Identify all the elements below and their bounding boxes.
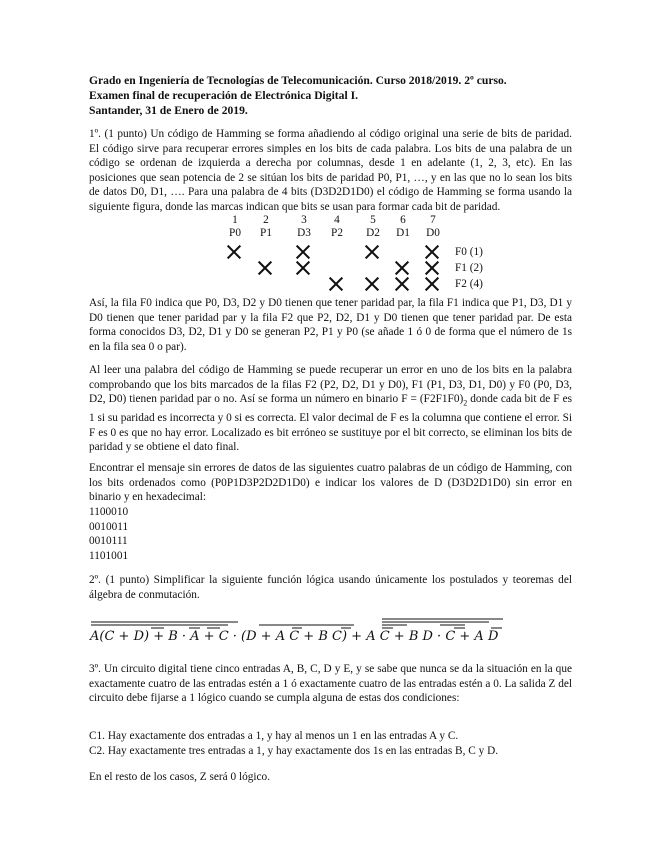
- svg-text:A(C + D) + B · A + C · (D + A: A(C + D) + B · A + C · (D + A C + B C) + A C + B D · C + A D: [90, 629, 499, 644]
- parity-mark-icon: [296, 261, 310, 275]
- parity-mark-icon: [365, 277, 379, 291]
- hamming-words: [89, 505, 128, 563]
- q3-condition-1: C1. Hay exactamente dos entradas a 1, y hay al menos un 1 en las entradas A y C.: [89, 730, 459, 742]
- bit-position-label: 6: [400, 214, 406, 226]
- q3-condition-2: C2. Hay exactamente tres entradas a 1, y hay exactamente dos 1s en las entradas B, C y D.: [89, 745, 499, 757]
- bit-position-label: 7: [430, 214, 436, 226]
- q1-intro: 1º. (1 punto) Un código de Hamming se forma añadiendo al código original una serie de bits de paridad. El código sirve para recuperar errores simples en los bits de cada palabra. Los bits de una palabra de un código se ordenan de izquierda a derecha por columnas, desde 1 en adelante (1, 2, 3, etc). En las posiciones que sean potencia de 2 se sitúan los bits de paridad P0, P1, …, y en las que no lo sean los bits de datos D0, D1, …. Para una palabra de 4 bits (D3D2D1D0) el código de Hamming se forma usando la siguiente figura, donde las marcas indican que bits se usan para formar cada bit de paridad.: [89, 128, 572, 213]
- q1-task: Encontrar el mensaje sin errores de datos de las siguientes cuatro palabras de un código de Hamming, con los bits ordenados como (P0P1D3P2D2D1D0) e indicar los valores de D (D3D2D1D0) sin error en binario y en hexadecimal:: [89, 462, 572, 504]
- bit-name-label: D0: [426, 227, 440, 239]
- bit-position-label: 5: [370, 214, 376, 226]
- parity-mark-icon: [395, 277, 409, 291]
- parity-mark-icon: [329, 277, 343, 291]
- hamming-word: 1101001: [89, 549, 129, 562]
- hamming-word: 1100010: [89, 506, 129, 518]
- boolean-expression: [89, 612, 569, 652]
- hamming-word: 0010111: [89, 535, 128, 548]
- parity-mark-icon: [425, 277, 439, 291]
- parity-mark-icon: [425, 245, 439, 259]
- q1-explain-2a: Al leer una palabra del código de Hamming se puede recuperar un error en uno de los bits en la palabra comprobando que los bits marcados de la filas F2 (P2, D2, D1 y D0), F1 (P1, D3, D1, D0) y F0 (P0, D3, D2, D0) tienen paridad par o no. Así se forma un número en binario F = (F2F1F0): [89, 364, 572, 406]
- bit-name-label: P2: [331, 227, 343, 239]
- bit-position-label: 3: [301, 214, 307, 226]
- hamming-table: [224, 214, 514, 294]
- q2-text: 2º. (1 punto) Simplificar la siguiente función lógica usando únicamente los postulados y teoremas del álgebra de conmutación.: [89, 574, 572, 601]
- bit-position-label: 1: [232, 214, 238, 226]
- header-date: Santander, 31 de Enero de 2019.: [89, 104, 248, 117]
- parity-row-label: F2 (4): [455, 278, 483, 290]
- parity-mark-icon: [258, 261, 272, 275]
- hamming-word: 0010011: [89, 520, 129, 533]
- bit-name-label: P0: [229, 227, 241, 239]
- header-course: Grado en Ingeniería de Tecnologías de Telecomunicación. Curso 2018/2019. 2º curso.: [89, 74, 507, 87]
- parity-row-label: F0 (1): [455, 246, 483, 258]
- q1-explain-2b: donde cada bit de F es 1 si su paridad es incorrecta y 0 si es correcta. El valor decimal de F es la columna que contiene el error. Si F es 0 es que no hay error. Localizado es bit erróneo se sustituye por el bit correcto, se eliminan los bits de paridad y se obtiene el dato final.: [89, 393, 572, 454]
- parity-mark-icon: [395, 261, 409, 275]
- header-exam: Examen final de recuperación de Electrónica Digital I.: [89, 89, 358, 102]
- parity-mark-icon: [425, 261, 439, 275]
- parity-mark-icon: [227, 245, 241, 259]
- bit-name-label: D3: [297, 227, 311, 239]
- negation-bars: [91, 619, 503, 628]
- q1-explain-2-subscript: 2: [463, 398, 468, 408]
- parity-mark-icon: [296, 245, 310, 259]
- boolean-expression-svg: [89, 612, 569, 652]
- bit-name-label: D2: [366, 227, 380, 239]
- q1-explain-1: Así, la fila F0 indica que P0, D3, D2 y D0 tienen que tener paridad par, la fila F1 indica que P1, D3, D1 y D0 tienen que tener paridad par y la fila F2 que P2, D2, D1 y D0 tienen que tener paridad par. De esta forma conocidos D3, D2, D1 y D0 se generan P2, P1 y P0 (se añade 1 ó 0 de forma que el número de 1s en la fila sea 0 o par).: [89, 297, 572, 353]
- q1-explain-2: [89, 363, 572, 455]
- q3-rest: En el resto de los casos, Z será 0 lógico.: [89, 771, 271, 783]
- q3-text: 3º. Un circuito digital tiene cinco entradas A, B, C, D y E, y se sabe que nunca se da la situación en la que exactamente cuatro de las entradas estén a 1 ó exactamente cuatro de las entradas estén a 0. La salida Z del circuito debe fijarse a 1 lógico cuando se cumpla alguna de estas dos condiciones:: [89, 663, 572, 705]
- bit-position-label: 2: [263, 214, 269, 226]
- parity-row-label: F1 (2): [455, 262, 483, 274]
- parity-mark-icon: [365, 245, 379, 259]
- bit-name-label: P1: [260, 227, 272, 239]
- bit-position-label: 4: [334, 214, 340, 226]
- bit-name-label: D1: [396, 227, 410, 239]
